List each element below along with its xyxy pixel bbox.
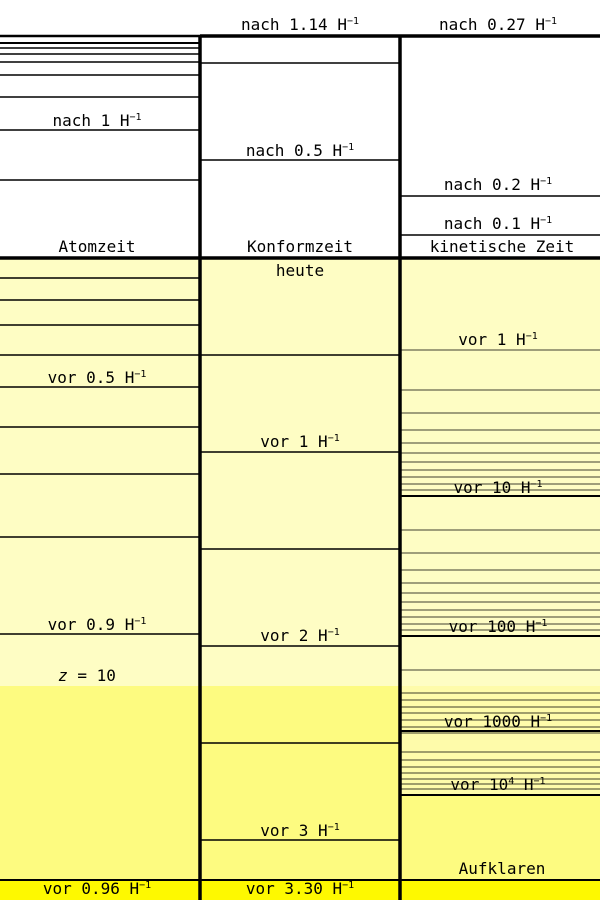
atom-past-05-label: vor 0.5 $H^{-1}$	[47, 368, 147, 387]
conform-column-header: Konformzeit	[247, 237, 353, 256]
conform-band-mid	[200, 686, 400, 880]
kinetic-clearing-label: Aufklaren	[458, 859, 546, 878]
conform-past-3-label: vor 3 $H^{-1}$	[260, 821, 340, 840]
kinetic-past-100-label: vor 100 $H^{-1}$	[448, 617, 548, 636]
atom-redshift-label: z = 10	[58, 666, 116, 685]
atom-band-mid	[0, 686, 200, 880]
atom-future-label: nach 1 $H^{-1}$	[52, 111, 142, 130]
kinetic-future-label-a: nach 0.2 $H^{-1}$	[443, 175, 553, 194]
atom-past-09-label: vor 0.9 $H^{-1}$	[47, 615, 147, 634]
kinetic-past-1-label: vor 1 $H^{-1}$	[458, 330, 538, 349]
conform-future-label: nach 0.5 $H^{-1}$	[245, 141, 355, 160]
kinetic-past-1e4-label: vor $10^4$ $H^{-1}$	[450, 775, 546, 794]
background-bands	[0, 36, 600, 900]
conform-now-label: heute	[275, 261, 325, 280]
kinetic-past-10-label: vor 10 $H^{-1}$	[453, 478, 543, 497]
conform-bottom-label: vor 3.30 $H^{-1}$	[245, 879, 355, 898]
kinetic-column-header: kinetische Zeit	[429, 237, 575, 256]
conform-top-label: nach 1.14 $H^{-1}$	[240, 15, 360, 34]
kinetic-future-label-b: nach 0.1 $H^{-1}$	[443, 214, 553, 233]
atom-bottom-label: vor 0.96 $H^{-1}$	[42, 879, 152, 898]
conform-past-2-label: vor 2 $H^{-1}$	[260, 626, 340, 645]
kinetic-past-1000-label: vor 1000 $H^{-1}$	[443, 712, 553, 731]
kinetic-top-label: nach 0.27 $H^{-1}$	[438, 15, 558, 34]
atom-column-header: Atomzeit	[58, 237, 136, 256]
conform-past-1-label: vor 1 $H^{-1}$	[260, 432, 340, 451]
